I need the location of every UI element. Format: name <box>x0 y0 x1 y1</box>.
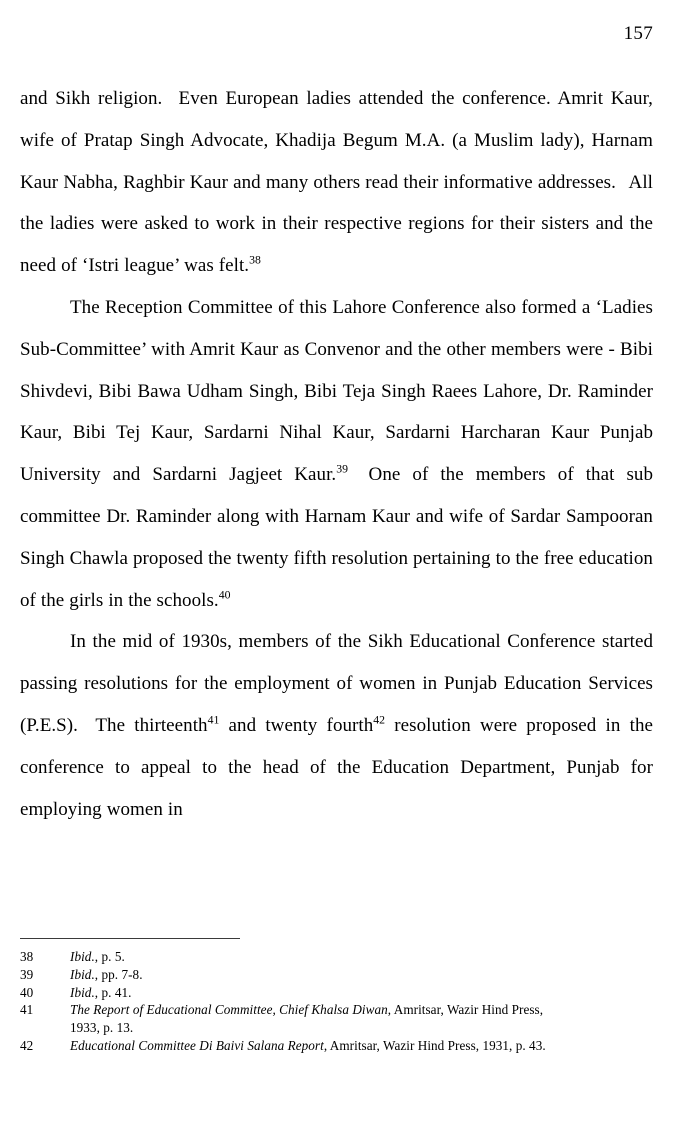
body-text-column <box>20 78 653 830</box>
footnote-section <box>20 938 653 1055</box>
footnote-text: The Report of Educational Committee, Chief Khalsa Diwan, Amritsar, Wazir Hind Press, 1933, p. 13. <box>70 1001 653 1037</box>
footnote-continuation-line: 1933, p. 13. <box>70 1020 134 1036</box>
footnote-reference-marker[interactable]: 41 <box>207 713 220 727</box>
body-paragraph: The Reception Committee of this Lahore Conference also formed a ‘Ladies Sub-Committee’ with Amrit Kaur as Convenor and the other members were - Bibi Shivdevi, Bibi Bawa Udham Singh, Bibi Teja Singh Raees Lahore, Dr. Raminder Kaur, Bibi Tej Kaur, Sardarni Nihal Kaur, Sardarni Harcharan Kaur Punjab University and Sardarni Jagjeet Kaur.$^{39}$ One of the members of that sub committee Dr. Raminder along with Harnam Kaur and wife of Sardar Sampooran Singh Chawla proposed the twenty fifth resolution pertaining to the free education of the girls in the schools.$^{40}$ <box>20 296 653 611</box>
footnote-reference-marker[interactable]: 42 <box>373 713 386 727</box>
italic-title-text: The Report of Educational Committee, Chief Khalsa Diwan <box>70 1002 388 1018</box>
footnote-reference-marker[interactable]: 39 <box>336 462 348 476</box>
footnote-number: 42 <box>20 1037 34 1053</box>
footnote-number: 40 <box>20 984 34 1000</box>
footnote-entry <box>20 948 653 966</box>
footnote-number: 39 <box>20 966 34 982</box>
body-paragraph: and Sikh religion. Even European ladies attended the conference. Amrit Kaur, wife of Pratap Singh Advocate, Khadija Begum M.A. (a Muslim lady), Harnam Kaur Nabha, Raghbir Kaur and many others read their informative addresses. All the ladies were asked to work in their respective regions for their sisters and the need of ‘Istri league’ was felt.$^{38}$ <box>20 88 653 277</box>
footnote-number: 38 <box>20 949 34 964</box>
footnote-list <box>20 948 653 1055</box>
footnote-entry <box>20 966 653 984</box>
footnote-reference-marker[interactable]: 40 <box>218 588 231 602</box>
italic-title-text: Educational Committee Di Baivi Salana Report <box>70 1037 324 1053</box>
italic-title-text: Ibid. <box>70 949 95 964</box>
footnote-number: 41 <box>20 1002 34 1018</box>
italic-title-text: Ibid. <box>70 984 95 1000</box>
footnote-entry <box>20 984 653 1002</box>
footnote-text: Ibid., p. 41. <box>70 984 132 1000</box>
footnote-text: Ibid., pp. 7-8. <box>70 966 143 982</box>
page-number: 157 <box>623 23 653 44</box>
footnote-text: Ibid., p. 5. <box>70 949 125 964</box>
italic-title-text: Ibid. <box>70 966 95 982</box>
footnote-reference-marker[interactable]: 38 <box>249 253 261 267</box>
footnote-separator-rule <box>20 938 240 939</box>
footnote-entry <box>20 1037 653 1055</box>
footnote-text: Educational Committee Di Baivi Salana Report, Amritsar, Wazir Hind Press, 1931, p. 43. <box>70 1037 546 1053</box>
footnote-entry <box>20 1001 653 1037</box>
body-paragraph: In the mid of 1930s, members of the Sikh Educational Conference started passing resolutions for the employment of women in Punjab Education Services (P.E.S). The thirteenth$^{41}$ and twenty fourth$^{42}$ resolution were proposed in the conference to appeal to the head of the Education Department, Punjab for employing women in <box>20 631 654 820</box>
